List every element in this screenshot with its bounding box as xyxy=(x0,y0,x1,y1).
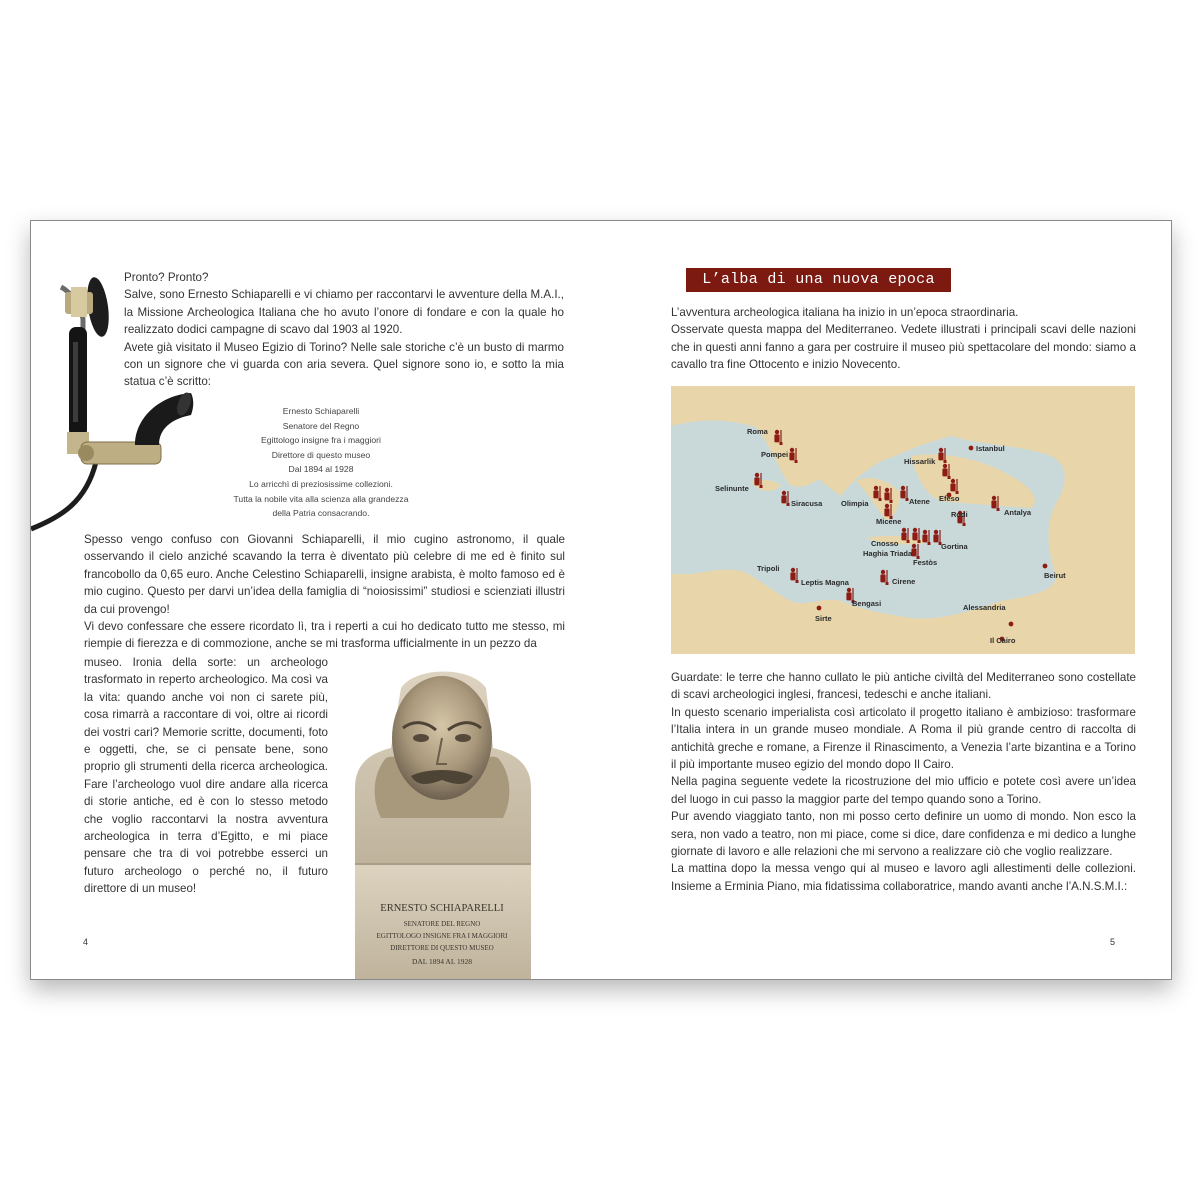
epigraph-line: Egittologo insigne fra i maggiori xyxy=(261,435,381,446)
marble-bust-photo xyxy=(341,668,543,979)
map-label-atene: Atene xyxy=(909,497,930,506)
greeting: Pronto? Pronto? xyxy=(124,271,209,284)
map-label-efeso: Efeso xyxy=(939,494,960,503)
right-body-text xyxy=(671,669,1136,895)
left-page xyxy=(31,221,601,979)
map-label-gortina: Gortina xyxy=(941,542,968,551)
map-label-roma: Roma xyxy=(747,427,768,436)
map-dot-marker xyxy=(969,446,974,451)
map-label-cnosso: Cnosso xyxy=(871,539,899,548)
intro-text xyxy=(124,269,564,391)
epigraph-line: Lo arricchì di preziosissime collezioni. xyxy=(249,478,393,489)
intro-paragraph-1: Salve, sono Ernesto Schiaparelli e vi chiamo per raccontarvi le avventure della M.A.I., la Missione Archeologica Italiana che ho avuto l’onore di fondare e con la quale ho realizzato dodici campagne di scavo dal 1903 al 1920. xyxy=(124,288,564,337)
inscription-line: DIRETTORE DI QUESTO MUSEO xyxy=(390,944,494,952)
body-paragraph-3: museo. Ironia della sorte: un archeologo trasformato in reperto archeologico. Ma così va la vita: quando anche voi non ci sarete più, cosa rimarrà a raccontare di voi, oltre ai ricordi dei vostri cari? Memorie scritte, documenti, foto e oggetti, che, se ci pensate bene, sono proprio gli strumenti della ricerca archeologica. Fare l’archeologo vuol dire andare alla ricerca di storie antiche, ed è con lo stesso metodo che voglio raccontarvi la nostra avventura archeologica in terra d’Egitto, e mi piace pensare che tra di voi potrebbe esserci un futuro archeologo o perché no, il futuro direttore di un museo! xyxy=(84,656,328,896)
map-dot-marker xyxy=(1043,564,1048,569)
map-label-haghia-triada: Haghia Triada xyxy=(863,549,913,558)
epigraph-line: Tutta la nobile vita alla scienza alla grandezza xyxy=(233,493,409,504)
map-label-istanbul: Istanbul xyxy=(976,444,1005,453)
epigraph-line: Senatore del Regno xyxy=(282,420,360,431)
page-number-left: 4 xyxy=(83,937,89,947)
right-body-paragraph-5: La mattina dopo la messa vengo qui al museo e lavoro agli allestimenti delle collezioni. Insieme a Erminia Piano, mia fidatissima collaboratrice, mando avanti anche l’A.N.S.M.I.: xyxy=(671,862,1136,893)
map-label-selinunte: Selinunte xyxy=(715,484,749,493)
map-label-festos: Festòs xyxy=(913,558,938,567)
map-label-micene: Micene xyxy=(876,517,902,526)
map-label-rodi: Rodi xyxy=(951,510,968,519)
map-label-siracusa: Siracusa xyxy=(791,499,823,508)
right-intro-paragraph-1: L’avventura archeologica italiana ha inizio in un’epoca straordinaria. xyxy=(671,306,1019,319)
map-label-hissarlik: Hissarlik xyxy=(904,457,936,466)
map-label-alessandria: Alessandria xyxy=(963,603,1006,612)
right-intro-text xyxy=(671,304,1136,374)
map-label-leptis-magna: Leptis Magna xyxy=(801,578,849,587)
inscription-line: SENATORE DEL REGNO xyxy=(403,920,481,928)
map-dot-marker xyxy=(1009,622,1014,627)
right-page xyxy=(601,221,1171,979)
right-intro-paragraph-2: Osservate questa mappa del Mediterraneo. Vedete illustrati i principali scavi delle nazioni che in questi anni fanno a gara per costruire il museo più spettacolare del mondo: siamo a cavallo tra fine Ottocento e inizio Novecento. xyxy=(671,323,1136,372)
right-body-paragraph-1: Guardate: le terre che hanno cullato le più antiche civiltà del Mediterraneo sono costellate di scavi archeologici inglesi, francesi, tedeschi e anche italiani. xyxy=(671,671,1136,702)
epigraph xyxy=(191,404,451,521)
section-title: L’alba di una nuova epoca xyxy=(686,268,951,292)
map-label-cirene: Cirene xyxy=(892,577,916,586)
inscription-line: DAL 1894 AL 1928 xyxy=(411,957,473,966)
book-spread xyxy=(30,220,1172,980)
map-label-il-cairo: Il Cairo xyxy=(990,636,1016,645)
map-label-bengasi: Bengasi xyxy=(852,599,882,608)
map-label-sirte: Sirte xyxy=(815,614,832,623)
intro-paragraph-2: Avete già visitato il Museo Egizio di Torino? Nelle sale storiche c’è un busto di marmo con un signore che vi guarda con aria severa. Quel signore sono io, e sotto la mia statua c’è scritto: xyxy=(124,340,564,389)
right-body-paragraph-2: In questo scenario imperialista così articolato il progetto italiano è ambizioso: trasformare l’Italia intera in un grande museo mondiale. A Roma il più grande centro di raccolta di antichità greche e romane, a Firenze il Rinascimento, a Venezia l’arte bizantina e a Torino il più importante museo egizio del mondo dopo Il Cairo. xyxy=(671,705,1136,772)
epigraph-line: Direttore di questo museo xyxy=(271,449,371,460)
right-body-paragraph-4: Pur avendo viaggiato tanto, non mi posso certo definire un uomo di mondo. Non esco la sera, non vado a teatro, non mi piace, come si dice, dare confidenza e mi dedico a lunghe giornate di lavoro e alle relazioni che mi servono a realizzare ciò che voglio realizzare. xyxy=(671,810,1136,859)
map-label-pompei: Pompei xyxy=(761,450,789,459)
map-label-beirut: Beirut xyxy=(1044,571,1066,580)
body-paragraph-1: Spesso vengo confuso con Giovanni Schiaparelli, il mio cugino astronomo, il quale osservando il cielo anziché scavando la terra è diventato più celebre di me ed è finito sul francobollo da 0,65 euro. Anche Celestino Schiaparelli, insigne arabista, è molto famoso ed è mio cugino. Questo per darvi un’idea della famiglia di “noiosissimi” studiosi e scienziati illustri da cui provengo! xyxy=(84,533,565,616)
map-label-tripoli: Tripoli xyxy=(757,564,780,573)
body-text xyxy=(84,531,565,653)
epigraph-line: della Patria consacrando. xyxy=(272,508,370,519)
page-number-right: 5 xyxy=(1110,937,1116,947)
body-text-narrow xyxy=(84,654,328,898)
map-label-olimpia: Olimpia xyxy=(841,499,869,508)
inscription-line: ERNESTO SCHIAPARELLI xyxy=(380,903,504,914)
map-label-antalya: Antalya xyxy=(1004,508,1032,517)
body-paragraph-2: Vi devo confessare che essere ricordato lì, tra i reperti a cui ho dedicato tutto me stesso, mi riempie di fierezza e di commozione, anche se mi trasforma ufficialmente in un pezzo da xyxy=(84,620,565,651)
mediterranean-excavations-map xyxy=(671,386,1135,654)
inscription-line: EGITTOLOGO INSIGNE FRA I MAGGIORI xyxy=(376,932,508,940)
right-body-paragraph-3: Nella pagina seguente vedete la ricostruzione del mio ufficio e potete così avere un’idea del luogo in cui passo la maggior parte del tempo quando sono a Torino. xyxy=(671,775,1136,806)
map-dot-marker xyxy=(817,606,822,611)
epigraph-line: Ernesto Schiaparelli xyxy=(282,406,360,416)
epigraph-line: Dal 1894 al 1928 xyxy=(288,464,354,475)
